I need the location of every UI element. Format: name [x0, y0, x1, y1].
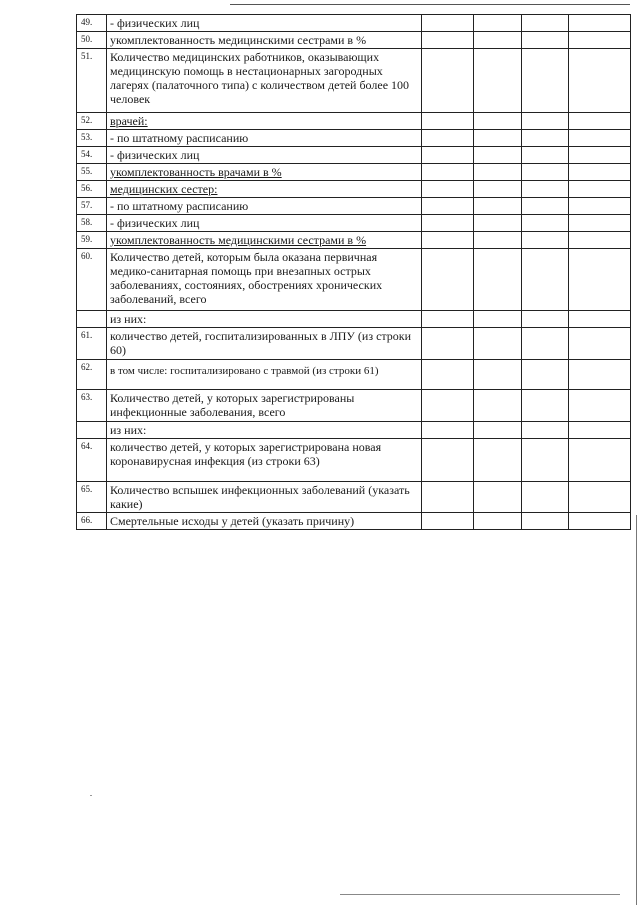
row-description: - по штатному расписанию: [107, 198, 422, 215]
table-row: [77, 439, 631, 482]
row-number: 66.: [77, 513, 107, 530]
row-number: [77, 422, 107, 439]
value-cell[interactable]: [474, 181, 522, 198]
value-cell[interactable]: [569, 32, 631, 49]
table-row: [77, 181, 631, 198]
value-cell[interactable]: [422, 360, 474, 390]
table-row: [77, 360, 631, 390]
value-cell[interactable]: [422, 328, 474, 360]
row-description: из них:: [107, 422, 422, 439]
row-number: 51.: [77, 49, 107, 113]
row-description: врачей:: [107, 113, 422, 130]
table-row: [77, 422, 631, 439]
row-number: 54.: [77, 147, 107, 164]
table-row: [77, 513, 631, 530]
value-cell[interactable]: [422, 482, 474, 513]
row-number: 55.: [77, 164, 107, 181]
value-cell[interactable]: [422, 181, 474, 198]
row-number: 65.: [77, 482, 107, 513]
value-cell[interactable]: [569, 49, 631, 113]
value-cell[interactable]: [522, 482, 569, 513]
table-row: [77, 49, 631, 113]
value-cell[interactable]: [569, 311, 631, 328]
value-cell[interactable]: [522, 113, 569, 130]
value-cell[interactable]: [422, 215, 474, 232]
value-cell[interactable]: [474, 15, 522, 32]
value-cell[interactable]: [422, 439, 474, 482]
row-description: медицинских сестер:: [107, 181, 422, 198]
value-cell[interactable]: [474, 360, 522, 390]
row-description: Количество вспышек инфекционных заболеваний (указать какие): [107, 482, 422, 513]
table-row: [77, 147, 631, 164]
row-description: в том числе: госпитализировано с травмой (из строки 61): [107, 360, 422, 390]
table-row: [77, 198, 631, 215]
row-description: Количество детей, которым была оказана первичная медико-санитарная помощь при внезапных острых заболеваниях, состояниях, обострениях хронических заболеваний, всего: [107, 249, 422, 311]
value-cell[interactable]: [422, 32, 474, 49]
value-cell[interactable]: [422, 130, 474, 147]
row-number: 59.: [77, 232, 107, 249]
value-cell[interactable]: [422, 390, 474, 422]
row-number: 64.: [77, 439, 107, 482]
row-description: укомплектованность медицинскими сестрами в %: [107, 32, 422, 49]
value-cell[interactable]: [569, 130, 631, 147]
row-description: Смертельные исходы у детей (указать причину): [107, 513, 422, 530]
table-row: [77, 215, 631, 232]
value-cell[interactable]: [522, 181, 569, 198]
value-cell[interactable]: [474, 198, 522, 215]
value-cell[interactable]: [569, 232, 631, 249]
row-description: - физических лиц: [107, 215, 422, 232]
value-cell[interactable]: [474, 249, 522, 311]
table-row: [77, 113, 631, 130]
row-number: [77, 311, 107, 328]
value-cell[interactable]: [522, 232, 569, 249]
row-number: 57.: [77, 198, 107, 215]
value-cell[interactable]: [522, 360, 569, 390]
value-cell[interactable]: [474, 328, 522, 360]
value-cell[interactable]: [569, 439, 631, 482]
table-row: [77, 232, 631, 249]
row-description: - физических лиц: [107, 15, 422, 32]
value-cell[interactable]: [422, 311, 474, 328]
value-cell[interactable]: [474, 439, 522, 482]
value-cell[interactable]: [422, 15, 474, 32]
row-description: из них:: [107, 311, 422, 328]
value-cell[interactable]: [569, 181, 631, 198]
table-row: [77, 15, 631, 32]
value-cell[interactable]: [474, 130, 522, 147]
row-description: - физических лиц: [107, 147, 422, 164]
row-number: 56.: [77, 181, 107, 198]
table-row: [77, 164, 631, 181]
value-cell[interactable]: [522, 147, 569, 164]
value-cell[interactable]: [474, 164, 522, 181]
row-number: 61.: [77, 328, 107, 360]
value-cell[interactable]: [522, 32, 569, 49]
row-description: количество детей, у которых зарегистрирована новая коронавирусная инфекция (из строки 63): [107, 439, 422, 482]
value-cell[interactable]: [569, 249, 631, 311]
row-description: Количество детей, у которых зарегистрированы инфекционные заболевания, всего: [107, 390, 422, 422]
row-number: 63.: [77, 390, 107, 422]
value-cell[interactable]: [522, 164, 569, 181]
value-cell[interactable]: [522, 513, 569, 530]
value-cell[interactable]: [474, 215, 522, 232]
scan-mark: [90, 795, 92, 796]
value-cell[interactable]: [422, 147, 474, 164]
row-number: 50.: [77, 32, 107, 49]
row-description: количество детей, госпитализированных в ЛПУ (из строки 60): [107, 328, 422, 360]
value-cell[interactable]: [569, 147, 631, 164]
value-cell[interactable]: [569, 198, 631, 215]
row-number: 53.: [77, 130, 107, 147]
value-cell[interactable]: [569, 113, 631, 130]
value-cell[interactable]: [474, 422, 522, 439]
row-number: 49.: [77, 15, 107, 32]
value-cell[interactable]: [522, 15, 569, 32]
report-table: [76, 14, 631, 530]
value-cell[interactable]: [474, 49, 522, 113]
value-cell[interactable]: [474, 232, 522, 249]
value-cell[interactable]: [569, 513, 631, 530]
scan-bottom-edge: [340, 894, 620, 895]
value-cell[interactable]: [522, 422, 569, 439]
value-cell[interactable]: [569, 328, 631, 360]
row-number: 58.: [77, 215, 107, 232]
value-cell[interactable]: [474, 513, 522, 530]
row-description: укомплектованность медицинскими сестрами в %: [107, 232, 422, 249]
value-cell[interactable]: [474, 147, 522, 164]
value-cell[interactable]: [422, 164, 474, 181]
value-cell[interactable]: [522, 130, 569, 147]
value-cell[interactable]: [474, 113, 522, 130]
value-cell[interactable]: [569, 15, 631, 32]
value-cell[interactable]: [569, 215, 631, 232]
value-cell[interactable]: [522, 328, 569, 360]
value-cell[interactable]: [522, 311, 569, 328]
value-cell[interactable]: [474, 482, 522, 513]
row-number: 52.: [77, 113, 107, 130]
value-cell[interactable]: [522, 249, 569, 311]
table-row: [77, 390, 631, 422]
value-cell[interactable]: [422, 113, 474, 130]
row-description: Количество медицинских работников, оказывающих медицинскую помощь в нестационарных загородных лагерях (палаточного типа) с количеством детей более 100 человек: [107, 49, 422, 113]
value-cell[interactable]: [569, 164, 631, 181]
value-cell[interactable]: [522, 49, 569, 113]
row-description: - по штатному расписанию: [107, 130, 422, 147]
value-cell[interactable]: [474, 311, 522, 328]
scan-right-edge: [636, 515, 637, 905]
scan-top-edge: [230, 4, 630, 5]
value-cell[interactable]: [422, 232, 474, 249]
value-cell[interactable]: [522, 198, 569, 215]
value-cell[interactable]: [569, 390, 631, 422]
table-row: [77, 328, 631, 360]
row-number: 60.: [77, 249, 107, 311]
value-cell[interactable]: [569, 422, 631, 439]
row-number: 62.: [77, 360, 107, 390]
value-cell[interactable]: [422, 49, 474, 113]
value-cell[interactable]: [522, 390, 569, 422]
value-cell[interactable]: [522, 439, 569, 482]
value-cell[interactable]: [422, 249, 474, 311]
value-cell[interactable]: [474, 32, 522, 49]
value-cell[interactable]: [422, 513, 474, 530]
value-cell[interactable]: [569, 360, 631, 390]
table-row: [77, 311, 631, 328]
table-row: [77, 482, 631, 513]
row-description: укомплектованность врачами в %: [107, 164, 422, 181]
value-cell[interactable]: [422, 422, 474, 439]
value-cell[interactable]: [522, 215, 569, 232]
value-cell[interactable]: [569, 482, 631, 513]
value-cell[interactable]: [474, 390, 522, 422]
table-row: [77, 249, 631, 311]
table-row: [77, 32, 631, 49]
table-row: [77, 130, 631, 147]
value-cell[interactable]: [422, 198, 474, 215]
